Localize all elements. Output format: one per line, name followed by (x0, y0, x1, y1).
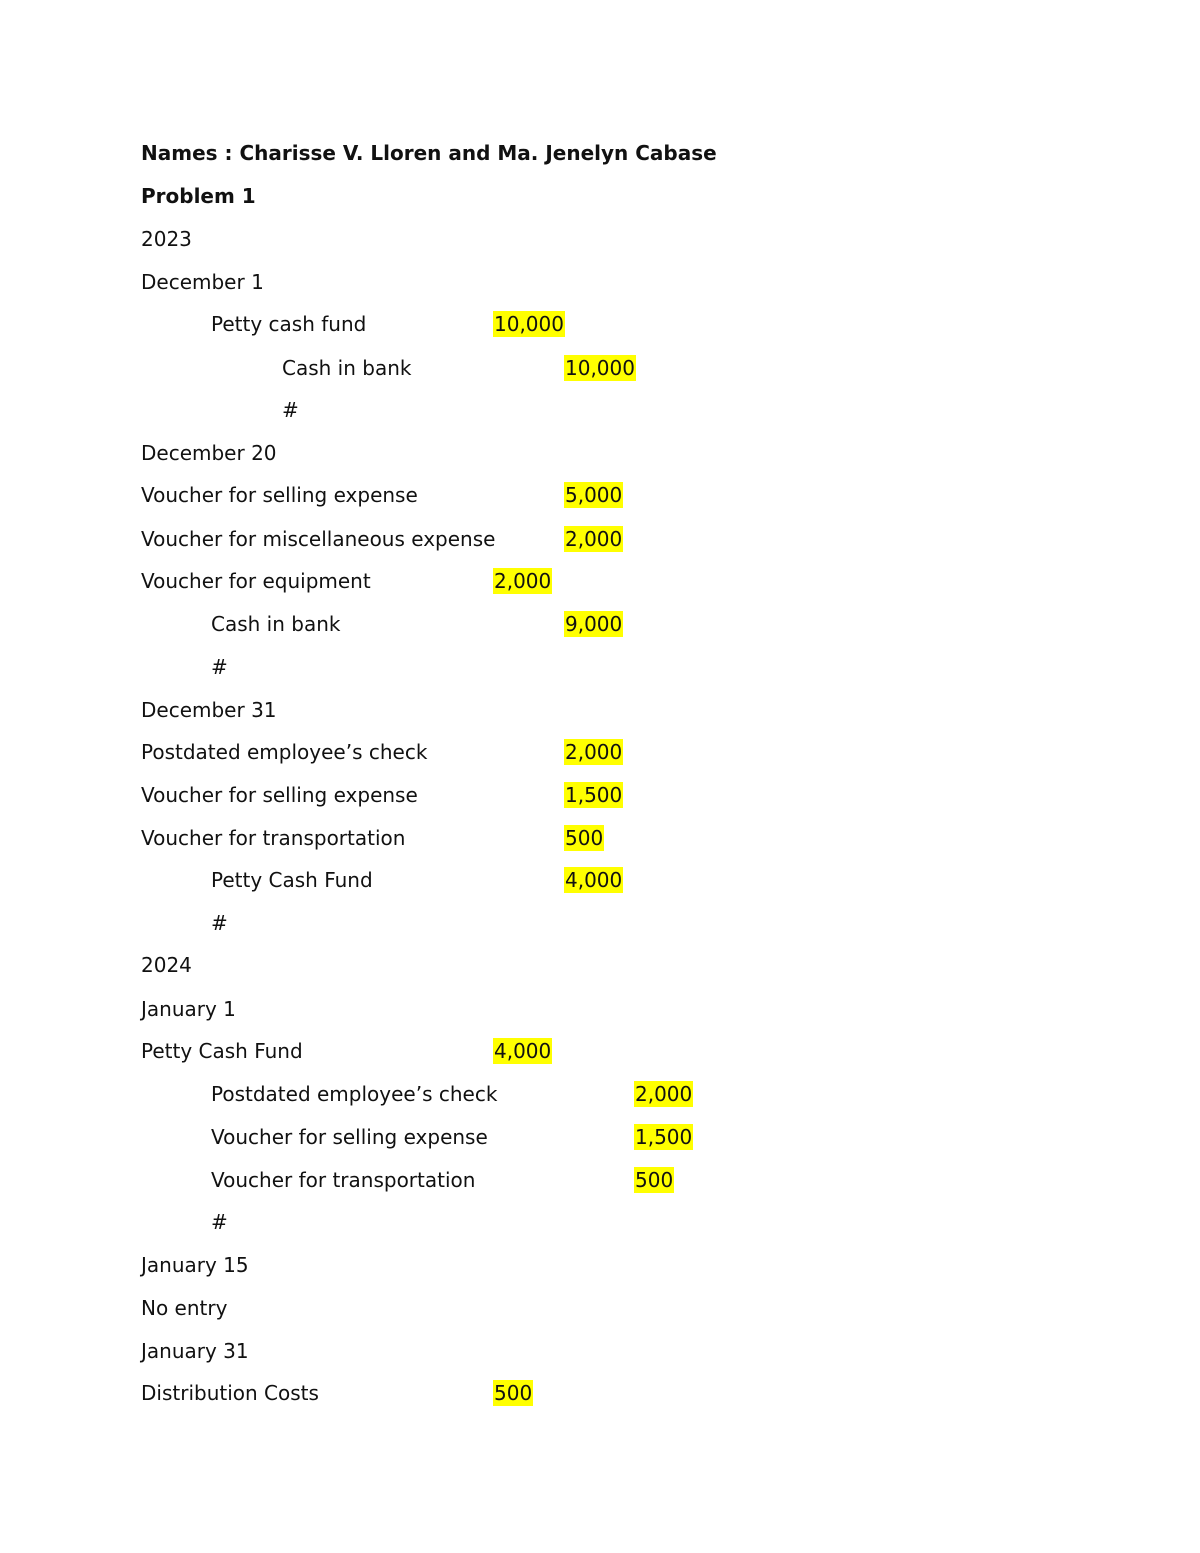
separator-line (0, 652, 1200, 682)
date-line (0, 1250, 1200, 1280)
account-name: Voucher for transportation (141, 826, 406, 850)
amount-highlight: 4,000 (494, 1039, 552, 1063)
date-text: December 1 (141, 270, 264, 294)
entry-line (0, 1165, 1200, 1195)
account-name: Postdated employee’s check (141, 740, 428, 764)
amount-highlight: 2,000 (494, 569, 552, 593)
separator-mark: # (211, 911, 228, 935)
account-name: Distribution Costs (141, 1381, 319, 1405)
entry-line (0, 480, 1200, 510)
amount-highlight: 500 (565, 826, 604, 850)
separator-line (0, 1207, 1200, 1237)
amount-highlight: 2,000 (565, 740, 623, 764)
account-name: Postdated employee’s check (211, 1082, 498, 1106)
amount-highlight: 10,000 (494, 312, 564, 336)
entry-line (0, 609, 1200, 639)
amount-highlight: 1,500 (565, 783, 623, 807)
entry-line (0, 737, 1200, 767)
entry-line (0, 1079, 1200, 1109)
names-text: Names : Charisse V. Lloren and Ma. Jenelyn Cabase (141, 141, 717, 165)
amount-highlight: 4,000 (565, 868, 623, 892)
entry-line (0, 309, 1200, 339)
entry-line (0, 780, 1200, 810)
date-line (0, 267, 1200, 297)
entry-line (0, 1378, 1200, 1408)
account-name: Petty cash fund (211, 312, 367, 336)
amount-highlight: 5,000 (565, 483, 623, 507)
entry-line (0, 865, 1200, 895)
entry-line (0, 353, 1200, 383)
separator-line (0, 395, 1200, 425)
problem-text: Problem 1 (141, 184, 256, 208)
entry-line (0, 524, 1200, 554)
year-line (0, 950, 1200, 980)
date-line (0, 1336, 1200, 1366)
account-name: Cash in bank (282, 356, 412, 380)
account-name: Voucher for equipment (141, 569, 371, 593)
date-line (0, 994, 1200, 1024)
amount-highlight: 1,500 (635, 1125, 693, 1149)
account-name: Voucher for selling expense (141, 783, 418, 807)
account-name: Petty Cash Fund (211, 868, 373, 892)
amount-highlight: 500 (494, 1381, 533, 1405)
separator-mark: # (282, 398, 299, 422)
account-name: Petty Cash Fund (141, 1039, 303, 1063)
entry-line (0, 823, 1200, 853)
date-line (0, 438, 1200, 468)
date-text: January 1 (141, 997, 236, 1021)
amount-highlight: 9,000 (565, 612, 623, 636)
separator-mark: # (211, 1210, 228, 1234)
date-text: January 15 (141, 1253, 249, 1277)
entry-line (0, 1036, 1200, 1066)
account-name: Voucher for selling expense (141, 483, 418, 507)
year-line (0, 224, 1200, 254)
separator-line (0, 908, 1200, 938)
date-text: January 31 (141, 1339, 249, 1363)
amount-highlight: 500 (635, 1168, 674, 1192)
account-name: Voucher for selling expense (211, 1125, 488, 1149)
year-text: 2024 (141, 953, 192, 977)
note-text: No entry (141, 1296, 228, 1320)
date-text: December 31 (141, 698, 277, 722)
year-text: 2023 (141, 227, 192, 251)
amount-highlight: 10,000 (565, 356, 635, 380)
account-name: Voucher for transportation (211, 1168, 476, 1192)
account-name: Cash in bank (211, 612, 341, 636)
amount-highlight: 2,000 (565, 527, 623, 551)
account-name: Voucher for miscellaneous expense (141, 527, 496, 551)
date-text: December 20 (141, 441, 277, 465)
entry-line (0, 566, 1200, 596)
note-line (0, 1293, 1200, 1323)
names-heading (0, 138, 1200, 168)
date-line (0, 695, 1200, 725)
problem-heading (0, 181, 1200, 211)
amount-highlight: 2,000 (635, 1082, 693, 1106)
entry-line (0, 1122, 1200, 1152)
separator-mark: # (211, 655, 228, 679)
